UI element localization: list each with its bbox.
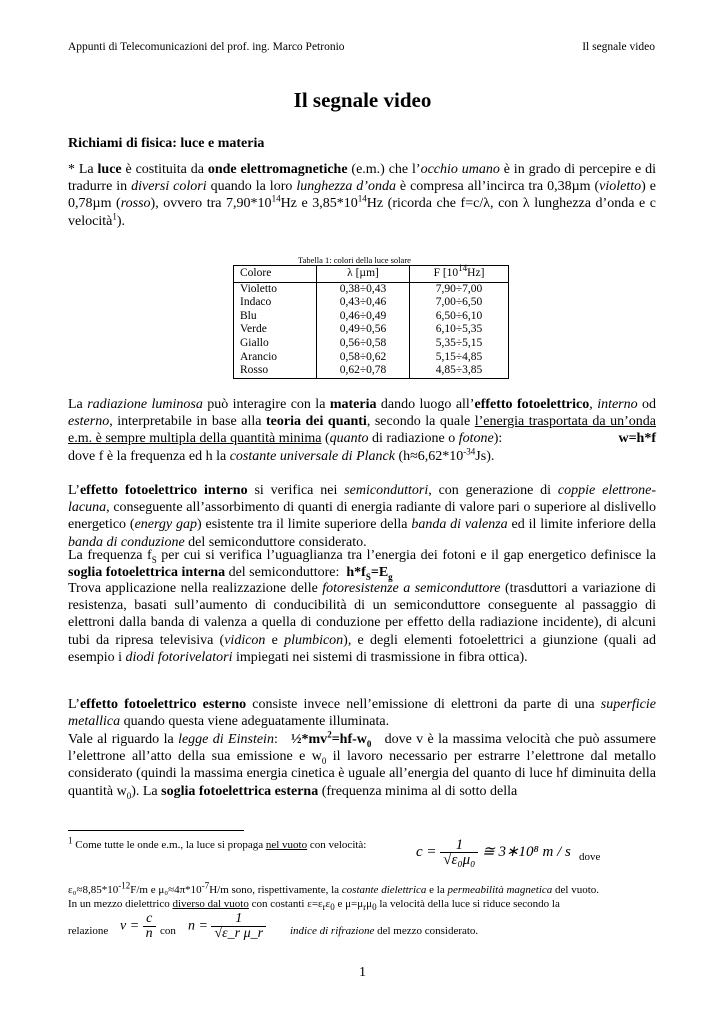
header-right: Il segnale video [582, 41, 655, 53]
paragraph-external-effect: L’effetto fotoelettrico esterno consiste invece nell’emissione di elettroni da parte di una superficie metallica quando questa viene adeguatamente illuminata. [68, 697, 656, 730]
paragraph-light-definition: * La luce è costituita da onde elettromagnetiche (e.m.) che l’occhio umano è in grado di percepire e di tradurre in diversi colori quando la loro lunghezza d’onda è compresa all’incirca tra 0,38µm (violetto) e 0,78µm (rosso), ovvero tra $7,90*10^{14}Hz$ e $3,85*10^{14}Hz$ (ricorda che f=c/λ, con λ lunghezza d’onda e c velocità$^1$). [68, 162, 657, 229]
table-caption: Tabella 1: colori della luce solare [298, 255, 411, 265]
table-header-row [234, 266, 509, 283]
paragraph-photoelectric: La radiazione luminosa può interagire con la materia dando luogo all’effetto fotoelettrico, interno od esterno, interpretabile in base alla teoria dei quanti, secondo la quale l’energia trasportata da un’onda e.m. è sempre multipla della quantità minima (quanto di radiazione o fotone): w=h*f dove f è la frequenza ed h la costante universale di Planck $(h\approx 6,62*10^{-34}Js)$. [68, 397, 657, 464]
colors-table [233, 265, 509, 379]
planck-formula: w=h*f [618, 431, 656, 447]
footnote-line-3: In un mezzo dielettrico diverso dal vuoto con costanti $\varepsilon=\varepsilon_r\varepsilon_0$ e $\mu=\mu_r\mu_0$ la velocità della luce si riduce secondo la [68, 898, 560, 913]
paragraph-applications: Trova applicazione nella realizzazione delle fotoresistenze a semiconduttore (trasduttori a variazione di resistenza, basati sull’aumento di conducibilità di un semiconduttore conseguente al passaggio di elettroni dalla banda di valenza a quella di conduzione per effetto della radiazione incidente), di alcuni tubi da ripresa televisiva (vidicon e plumbicon), e degli elementi fotoelettrici a giunzione (quali ad esempio i diodi fotorivelatori impiegati nei sistemi di trasmissione in fibra ottica). [68, 581, 656, 665]
table-row: Rosso 0,62÷0,78 4,85÷3,85 [234, 364, 509, 378]
header-left: Appunti di Telecomunicazioni del prof. ing. Marco Petronio [68, 41, 345, 53]
page-number: 1 [359, 965, 366, 980]
col-header-color: Colore [234, 266, 317, 283]
section-heading: Richiami di fisica: luce e materia [68, 136, 265, 151]
table-row: Giallo 0,56÷0,58 5,35÷5,15 [234, 337, 509, 351]
table-row: Arancio 0,58÷0,62 5,15÷4,85 [234, 351, 509, 365]
paragraph-einstein-law: Vale al riguardo la legge di Einstein: $\frac{1}{2}*mv^2=hf-w_0$ dove v è la massima velocità che può assumere l’elettrone all’atto della sua emissione e $w_0$ il lavoro necessario per estrarre l’elettrone dal metallo considerato (quindi la massima energia cinetica è uguale all’energia del quanto di luce hf diminuita della quantità $w_0$). La soglia fotoelettrica esterna (frequenza minima al di sotto della [68, 729, 657, 801]
footnote-line-2: $\varepsilon_0\approx 8,85*10^{-12}F/m$ e $\mu_0\approx 4\pi*10^{-7}H/m$ sono, rispettivamente, la costante dielettrica e la permeabilità magnetica del vuoto. [68, 880, 600, 896]
col-header-wavelength: λ [µm] [317, 266, 410, 283]
col-header-frequency: F $[10^{14}Hz]$ [410, 266, 509, 283]
footnote-line-4: relazione v = $\frac{c}{n}$ con n = $\frac{1}{\text{√ε\_r μ\_r}}$ indice di rifrazione del mezzo considerato. [68, 911, 479, 941]
einstein-formula: $\frac{1}{2}*mv^2=hf-w_0$ [291, 729, 372, 749]
table-row: Indaco 0,43÷0,46 7,00÷6,50 [234, 296, 509, 310]
internal-threshold-formula: $h*f_S=E_g$ [346, 565, 393, 582]
table-row: Blu 0,46÷0,49 6,50÷6,10 [234, 310, 509, 324]
table-row: Verde 0,49÷0,56 6,10÷5,35 [234, 323, 509, 337]
footnote-ref: 1 [112, 210, 117, 221]
page-title: Il segnale video [293, 88, 432, 112]
footnote-divider [68, 830, 244, 831]
footnote-line-1: $^1$ Come tutte le onde e.m., la luce si propaga nel vuoto con velocità: c = $\frac{1}{\text{√ε₀μ₀}}$ ≅ 3∗10⁸ m / s dove [68, 835, 601, 868]
table-row: Violetto 0,38÷0,43 7,90÷7,00 [234, 282, 509, 296]
paragraph-internal-effect: L’effetto fotoelettrico interno si verifica nei semiconduttori, con generazione di coppie elettrone-lacuna, conseguente all’assorbimento di quanti di energia radiante di valore pari o superiore al dislivello energetico (energy gap) esistente tra il limite superiore della banda di valenza ed il limite inferiore della banda di conduzione del semiconduttore considerato. [68, 483, 657, 550]
paragraph-internal-threshold: La frequenza $f_S$ per cui si verifica l’uguaglianza tra l’energia dei fotoni e il gap energetico definisce la soglia fotoelettrica interna del semiconduttore: $h*f_S=E_g$ [68, 548, 656, 582]
refraction-index-equation: n = $\frac{1}{\text{√ε\_r μ\_r}}$ [188, 912, 266, 941]
light-speed-equation: c = $\frac{1}{\text{√ε₀μ₀}}$ ≅ 3∗10⁸ m / s [416, 837, 571, 868]
velocity-equation: v = $\frac{c}{n}$ [120, 912, 156, 941]
